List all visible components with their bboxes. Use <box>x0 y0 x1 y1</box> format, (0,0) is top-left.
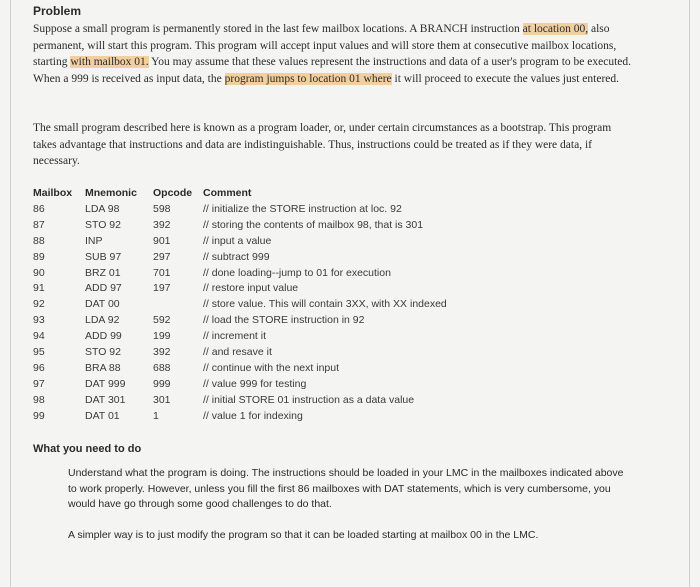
cell-comment: // initialize the STORE instruction at loc. 92 <box>203 202 402 215</box>
cell-comment: // store value. This will contain 3XX, with XX indexed <box>203 298 447 311</box>
text-segment: also permanent, will start this program. This program will accept input values and will store them at consecutive mailbox locations, starting <box>33 23 617 68</box>
cell-mailbox: 94 <box>33 330 45 343</box>
highlight-location-00: at location 00, <box>522 23 589 35</box>
cell-mailbox: 87 <box>33 218 45 231</box>
table-row <box>33 392 463 408</box>
table-row <box>33 408 463 424</box>
table-row <box>33 328 463 344</box>
cell-mnemonic: ADD 99 <box>85 330 122 343</box>
table-row <box>33 265 463 281</box>
cell-mnemonic: DAT 301 <box>85 393 126 406</box>
header-comment: Comment <box>203 186 252 199</box>
cell-mnemonic: BRZ 01 <box>85 266 121 279</box>
cell-mnemonic: DAT 00 <box>85 298 120 311</box>
text-segment: You may assume that these values represent the instructions and data of a user's program to be executed. When a 999 is received as input data, the <box>33 56 632 85</box>
cell-mailbox: 86 <box>33 202 45 215</box>
cell-mnemonic: ADD 97 <box>85 282 122 295</box>
cell-mnemonic: BRA 88 <box>85 361 121 374</box>
cell-mnemonic: INP <box>85 234 103 247</box>
cell-opcode: 197 <box>153 282 171 295</box>
cell-comment: // initial STORE 01 instruction as a data value <box>203 393 415 406</box>
text-segment: Suppose a small program is permanently stored in the last few mailbox locations. A BRANCH instruction <box>33 23 523 35</box>
cell-mailbox: 98 <box>33 393 45 406</box>
cell-comment: // load the STORE instruction in 92 <box>203 314 365 327</box>
cell-comment: // storing the contents of mailbox 98, that is 301 <box>203 218 424 231</box>
cell-comment: // continue with the next input <box>203 361 340 374</box>
cell-opcode: 901 <box>153 234 171 247</box>
header-mnemonic: Mnemonic <box>85 186 137 199</box>
table-row <box>33 376 463 392</box>
cell-comment: // increment it <box>203 330 267 343</box>
cell-opcode: 199 <box>153 330 171 343</box>
table-row <box>33 344 463 360</box>
table-header-row <box>33 184 463 201</box>
cell-comment: // restore input value <box>203 282 299 295</box>
table-row <box>33 233 463 249</box>
problem-paragraph-1 <box>33 21 633 87</box>
problem-paragraph-2: The small program described here is known as a program loader, or, under certain circumstances as a bootstrap. This program takes advantage that instructions and data are indistinguishable. Thus, instructions could be treated as if they were data, if necessary. <box>33 122 612 167</box>
problem-title: Problem <box>33 4 82 18</box>
need-title: What you need to do <box>33 443 142 455</box>
cell-mailbox: 96 <box>33 361 45 374</box>
highlight-mailbox-01: with mailbox 01. <box>70 56 149 68</box>
cell-mailbox: 89 <box>33 250 45 263</box>
cell-mailbox: 90 <box>33 266 45 279</box>
highlight-jump: program jumps to location 01 where <box>224 72 392 85</box>
cell-mnemonic: SUB 97 <box>85 250 122 263</box>
need-paragraph-1: Understand what the program is doing. The instructions should be loaded in your LMC in the mailboxes indicated above to work properly. However, unless you fill the first 86 mailboxes with DAT statements, which is very cumbersome, you would have go through some good challenges to do that. <box>68 467 624 510</box>
cell-opcode: 392 <box>153 345 171 358</box>
cell-opcode: 592 <box>153 314 171 327</box>
cell-comment: // input a value <box>203 234 272 247</box>
table-row <box>33 201 463 217</box>
table-row <box>33 249 463 265</box>
cell-mnemonic: LDA 92 <box>85 314 120 327</box>
cell-mailbox: 91 <box>33 282 45 295</box>
cell-opcode: 598 <box>153 202 171 215</box>
cell-opcode: 1 <box>153 409 159 422</box>
cell-comment: // and resave it <box>203 345 272 358</box>
header-opcode: Opcode <box>153 186 193 199</box>
table-row <box>33 360 463 376</box>
program-table <box>33 184 463 423</box>
table-row <box>33 280 463 296</box>
cell-comment: // subtract 999 <box>203 250 270 263</box>
table-row <box>33 217 463 233</box>
cell-opcode: 301 <box>153 393 171 406</box>
cell-mailbox: 95 <box>33 345 45 358</box>
cell-opcode: 297 <box>153 250 171 263</box>
cell-comment: // done loading--jump to 01 for execution <box>203 266 391 279</box>
cell-opcode: 999 <box>153 377 171 390</box>
cell-comment: // value 999 for testing <box>203 377 307 390</box>
need-paragraph-2: A simpler way is to just modify the program so that it can be loaded starting at mailbox 00 in the LMC. <box>68 529 539 541</box>
table-row <box>33 296 463 312</box>
cell-mnemonic: LDA 98 <box>85 202 120 215</box>
cell-comment: // value 1 for indexing <box>203 409 303 422</box>
cell-mailbox: 93 <box>33 314 45 327</box>
cell-mailbox: 92 <box>33 298 45 311</box>
cell-mnemonic: DAT 999 <box>85 377 126 390</box>
cell-opcode: 701 <box>153 266 171 279</box>
cell-mailbox: 99 <box>33 409 45 422</box>
header-mailbox: Mailbox <box>33 186 73 199</box>
cell-mnemonic: DAT 01 <box>85 409 120 422</box>
cell-opcode: 392 <box>153 218 171 231</box>
table-row <box>33 312 463 328</box>
cell-mailbox: 97 <box>33 377 45 390</box>
text-segment: it will proceed to execute the values just entered. <box>391 72 620 85</box>
cell-opcode: 688 <box>153 361 171 374</box>
cell-mailbox: 88 <box>33 234 45 247</box>
cell-opcode <box>153 296 203 312</box>
cell-mnemonic: STO 92 <box>85 218 121 231</box>
cell-mnemonic: STO 92 <box>85 345 121 358</box>
